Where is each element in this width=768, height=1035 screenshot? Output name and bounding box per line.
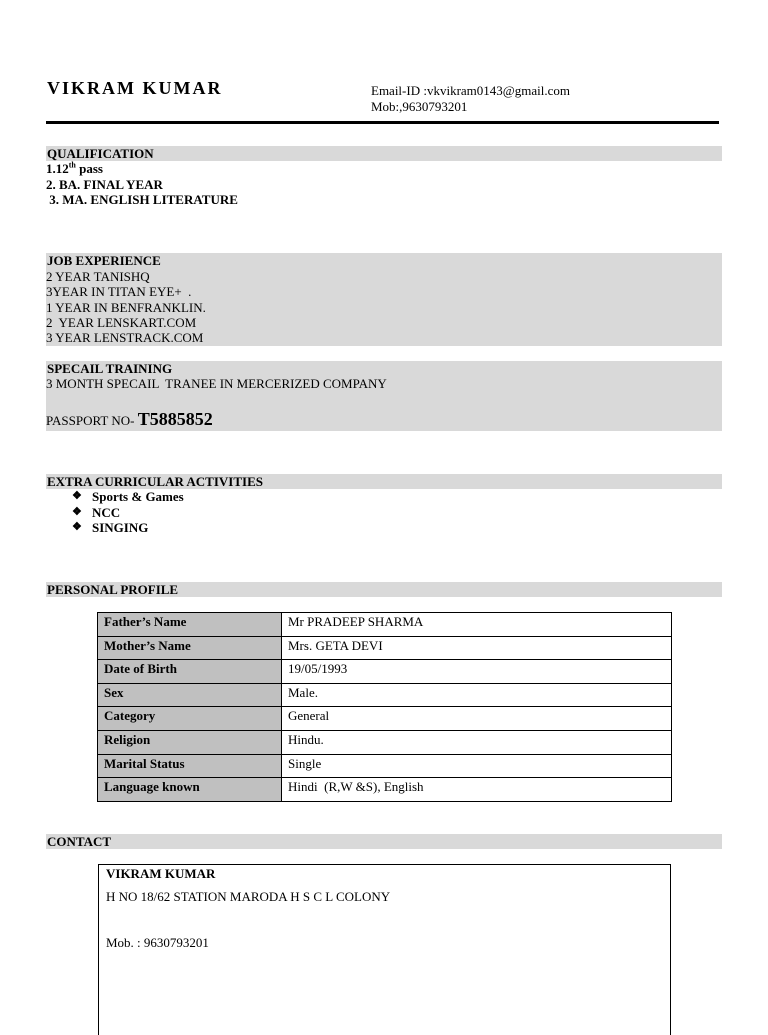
contact-address: H NO 18/62 STATION MARODA H S C L COLONY (106, 889, 391, 904)
training-title: SPECAIL TRAINING (47, 361, 173, 376)
experience-item: 3 YEAR LENSTRACK.COM (46, 330, 204, 345)
experience-item: 2 YEAR TANISHQ (46, 269, 150, 284)
table-row: Religion Hindu. (98, 730, 672, 754)
table-row: Date of Birth 19/05/1993 (98, 660, 672, 684)
header-email: Email-ID :vkvikram0143@gmail.com (371, 83, 570, 98)
training-detail: 3 MONTH SPECAIL TRANEE IN MERCERIZED COMPANY (46, 376, 387, 391)
qualification-title: QUALIFICATION (47, 146, 154, 161)
activities-title: EXTRA CURRICULAR ACTIVITIES (47, 474, 263, 489)
contact-box (98, 864, 671, 1035)
table-row: Father’s Name Mr PRADEEP SHARMA (98, 613, 672, 637)
passport-number: T5885852 (137, 409, 213, 429)
contact-title: CONTACT (47, 834, 112, 849)
experience-item: 2 YEAR LENSKART.COM (46, 315, 197, 330)
experience-item: 1 YEAR IN BENFRANKLIN. (46, 300, 206, 315)
qualification-item-2: 2. BA. FINAL YEAR (46, 177, 163, 192)
diamond-bullet-icon: ❖ (72, 521, 82, 533)
table-row: Sex Male. (98, 683, 672, 707)
activities-list (72, 489, 184, 536)
table-row: Language known Hindi (R,W &S), English (98, 778, 672, 802)
experience-title: JOB EXPERIENCE (47, 253, 161, 268)
diamond-bullet-icon: ❖ (72, 505, 82, 518)
qualification-item-1: 1.12th pass (46, 160, 103, 176)
header-mobile: Mob:,9630793201 (371, 99, 468, 114)
table-row: Mother’s Name Mrs. GETA DEVI (98, 636, 672, 660)
passport-line (46, 409, 213, 430)
qualification-item-3: 3. MA. ENGLISH LITERATURE (46, 192, 238, 207)
personal-profile-table (97, 612, 672, 802)
list-item: ❖ SINGING (72, 520, 149, 535)
table-row: Marital Status Single (98, 754, 672, 778)
contact-name: VIKRAM KUMAR (106, 866, 216, 881)
header-divider (46, 121, 719, 124)
profile-title: PERSONAL PROFILE (47, 582, 179, 597)
contact-band (46, 834, 722, 849)
list-item: ❖ Sports & Games (72, 489, 184, 504)
contact-mobile: Mob. : 9630793201 (106, 935, 209, 950)
list-item: ❖ NCC (72, 504, 121, 520)
experience-item: 3YEAR IN TITAN EYE+ . (46, 284, 192, 299)
resume-name: VIKRAM KUMAR (47, 78, 223, 98)
diamond-bullet-icon: ❖ (72, 490, 82, 502)
passport-label: PASSPORT NO- (46, 413, 138, 428)
table-row: Category General (98, 707, 672, 731)
